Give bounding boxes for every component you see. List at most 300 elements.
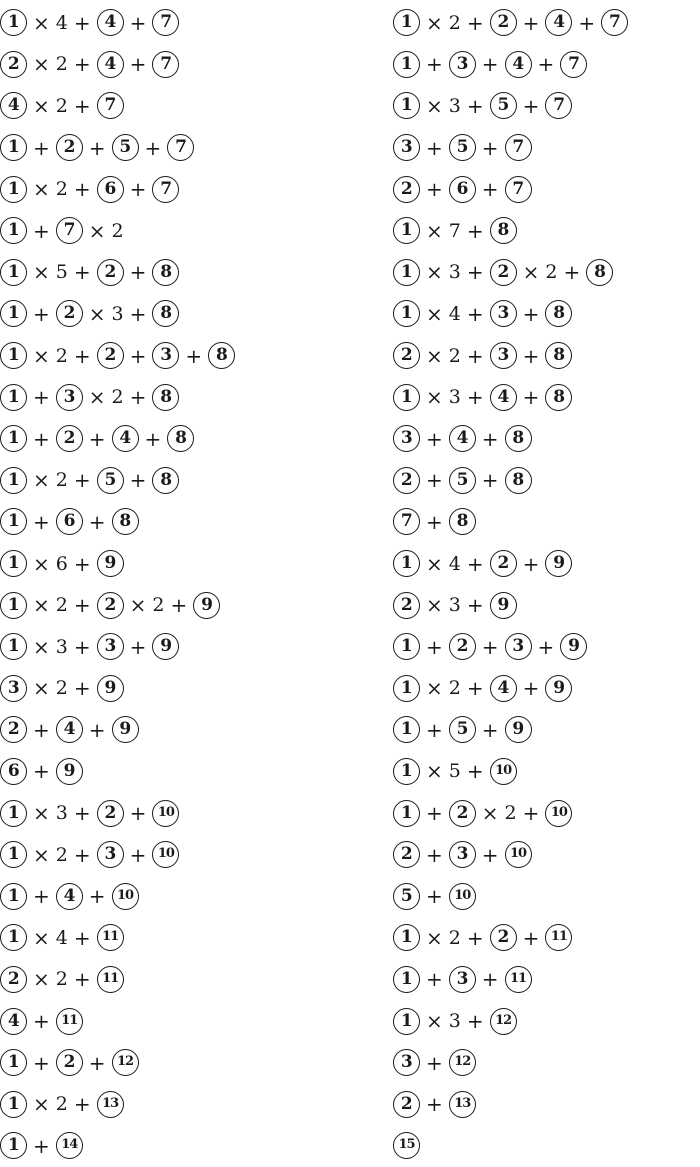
plus-sign: + <box>522 301 540 326</box>
plus-sign: + <box>426 135 443 160</box>
circled-number: 4 <box>505 51 532 78</box>
multiplier-digit: 3 <box>448 1010 461 1033</box>
circled-number: 1 <box>393 675 420 702</box>
formula-row <box>393 1000 628 1042</box>
plus-sign: + <box>88 426 106 451</box>
times-sign: × <box>426 343 443 368</box>
formula-row <box>393 127 628 169</box>
plus-sign: + <box>481 426 499 451</box>
circled-number: 3 <box>152 342 179 369</box>
circled-number: 9 <box>97 675 124 702</box>
formula-row <box>0 626 235 668</box>
multiplier-digit: 2 <box>55 344 68 367</box>
plus-sign: + <box>33 509 50 534</box>
circled-number: 7 <box>560 51 587 78</box>
right-formula-column <box>393 2 628 1167</box>
circled-number: 1 <box>393 259 420 286</box>
circled-number: 11 <box>56 1008 83 1035</box>
circled-number: 1 <box>393 384 420 411</box>
formula-row <box>0 127 235 169</box>
formula-row <box>0 460 235 502</box>
times-sign: × <box>426 301 443 326</box>
circled-number: 9 <box>560 633 587 660</box>
circled-number: 3 <box>449 51 476 78</box>
plus-sign: + <box>170 593 188 618</box>
multiplier-digit: 4 <box>448 552 461 575</box>
circled-number: 1 <box>0 841 27 868</box>
circled-number: 4 <box>545 9 572 36</box>
circled-number: 7 <box>167 134 194 161</box>
plus-sign: + <box>144 426 162 451</box>
circled-number: 1 <box>0 134 27 161</box>
circled-number: 8 <box>112 508 139 535</box>
circled-number: 5 <box>112 134 139 161</box>
circled-number: 1 <box>0 342 27 369</box>
multiplier-digit: 2 <box>55 469 68 492</box>
circled-number: 11 <box>97 966 124 993</box>
times-sign: × <box>33 801 50 826</box>
circled-number: 3 <box>97 633 124 660</box>
circled-number: 5 <box>449 716 476 743</box>
times-sign: × <box>33 10 50 35</box>
times-sign: × <box>33 468 50 493</box>
formula-row <box>0 85 235 127</box>
circled-number: 1 <box>393 800 420 827</box>
circled-number: 2 <box>0 966 27 993</box>
plus-sign: + <box>73 468 91 493</box>
circled-number: 3 <box>0 675 27 702</box>
circled-number: 2 <box>0 51 27 78</box>
formula-row <box>393 252 628 294</box>
plus-sign: + <box>426 634 443 659</box>
circled-number: 2 <box>56 300 83 327</box>
circled-number: 5 <box>449 134 476 161</box>
formula-row <box>0 2 235 44</box>
circled-number: 14 <box>56 1132 83 1159</box>
formula-row <box>0 376 235 418</box>
circled-number: 4 <box>97 9 124 36</box>
circled-number: 1 <box>0 550 27 577</box>
formula-row <box>0 210 235 252</box>
formula-row <box>0 834 235 876</box>
multiplier-digit: 2 <box>55 94 68 117</box>
times-sign: × <box>33 343 50 368</box>
times-sign: × <box>33 593 50 618</box>
circled-number: 7 <box>152 176 179 203</box>
plus-sign: + <box>73 676 91 701</box>
multiplier-digit: 2 <box>448 11 461 34</box>
circled-number: 1 <box>393 1008 420 1035</box>
plus-sign: + <box>426 967 443 992</box>
circled-number: 2 <box>97 259 124 286</box>
circled-number: 4 <box>490 384 517 411</box>
circled-number: 1 <box>0 924 27 951</box>
formula-row <box>0 792 235 834</box>
plus-sign: + <box>88 717 106 742</box>
circled-number: 2 <box>490 259 517 286</box>
circled-number: 2 <box>393 1091 420 1118</box>
circled-number: 8 <box>545 342 572 369</box>
plus-sign: + <box>33 135 50 160</box>
multiplier-digit: 5 <box>55 261 68 284</box>
plus-sign: + <box>33 1133 50 1158</box>
circled-number: 8 <box>152 467 179 494</box>
circled-number: 1 <box>0 176 27 203</box>
multiplier-digit: 3 <box>55 802 68 825</box>
circled-number: 7 <box>545 92 572 119</box>
circled-number: 6 <box>449 176 476 203</box>
circled-number: 7 <box>56 217 83 244</box>
multiplier-digit: 6 <box>55 552 68 575</box>
circled-number: 5 <box>97 467 124 494</box>
circled-number: 15 <box>393 1132 420 1159</box>
plus-sign: + <box>73 634 91 659</box>
circled-number: 1 <box>0 1091 27 1118</box>
times-sign: × <box>426 925 443 950</box>
formula-row <box>0 252 235 294</box>
plus-sign: + <box>73 925 91 950</box>
circled-number: 3 <box>490 342 517 369</box>
times-sign: × <box>33 676 50 701</box>
circled-number: 10 <box>505 841 532 868</box>
multiplier-digit: 4 <box>448 302 461 325</box>
times-sign: × <box>33 177 50 202</box>
times-sign: × <box>129 593 147 618</box>
circled-number: 3 <box>393 134 420 161</box>
plus-sign: + <box>426 177 443 202</box>
formula-row <box>0 44 235 86</box>
times-sign: × <box>88 301 106 326</box>
circled-number: 5 <box>449 467 476 494</box>
plus-sign: + <box>129 801 147 826</box>
plus-sign: + <box>481 52 499 77</box>
plus-sign: + <box>426 717 443 742</box>
plus-sign: + <box>33 301 50 326</box>
circled-number: 1 <box>0 425 27 452</box>
times-sign: × <box>426 93 443 118</box>
plus-sign: + <box>426 842 443 867</box>
formula-row <box>0 875 235 917</box>
plus-sign: + <box>466 1009 484 1034</box>
circled-number: 3 <box>393 425 420 452</box>
plus-sign: + <box>466 676 484 701</box>
plus-sign: + <box>522 343 540 368</box>
circled-number: 10 <box>490 758 517 785</box>
multiplier-digit: 2 <box>55 53 68 76</box>
plus-sign: + <box>129 468 147 493</box>
plus-sign: + <box>466 551 484 576</box>
multiplier-digit: 2 <box>111 386 124 409</box>
plus-sign: + <box>73 177 91 202</box>
formula-row <box>393 543 628 585</box>
formula-row <box>393 335 628 377</box>
plus-sign: + <box>33 385 50 410</box>
plus-sign: + <box>522 676 540 701</box>
formula-row <box>393 668 628 710</box>
times-sign: × <box>88 218 106 243</box>
circled-number: 3 <box>393 1049 420 1076</box>
circled-number: 11 <box>505 966 532 993</box>
circled-number: 7 <box>152 51 179 78</box>
times-sign: × <box>426 218 443 243</box>
plus-sign: + <box>426 426 443 451</box>
circled-number: 1 <box>393 633 420 660</box>
times-sign: × <box>33 967 50 992</box>
circled-number: 12 <box>112 1049 139 1076</box>
multiplier-digit: 2 <box>55 1093 68 1116</box>
plus-sign: + <box>129 634 147 659</box>
formula-row <box>0 335 235 377</box>
times-sign: × <box>33 52 50 77</box>
circled-number: 10 <box>152 841 179 868</box>
formula-row <box>393 501 628 543</box>
plus-sign: + <box>33 717 50 742</box>
circled-number: 1 <box>393 924 420 951</box>
circled-number: 8 <box>586 259 613 286</box>
circled-number: 10 <box>545 800 572 827</box>
plus-sign: + <box>522 385 540 410</box>
plus-sign: + <box>73 801 91 826</box>
circled-number: 4 <box>56 883 83 910</box>
plus-sign: + <box>522 801 540 826</box>
plus-sign: + <box>129 842 147 867</box>
plus-sign: + <box>466 343 484 368</box>
circled-number: 2 <box>490 9 517 36</box>
multiplier-digit: 2 <box>448 677 461 700</box>
formula-row <box>0 168 235 210</box>
times-sign: × <box>33 1092 50 1117</box>
plus-sign: + <box>537 52 555 77</box>
circled-number: 7 <box>152 9 179 36</box>
multiplier-digit: 2 <box>545 261 558 284</box>
circled-number: 9 <box>56 758 83 785</box>
plus-sign: + <box>73 593 91 618</box>
circled-number: 1 <box>0 300 27 327</box>
circled-number: 9 <box>152 633 179 660</box>
plus-sign: + <box>144 135 162 160</box>
multiplier-digit: 5 <box>448 760 461 783</box>
circled-number: 2 <box>490 550 517 577</box>
circled-number: 1 <box>393 966 420 993</box>
circled-number: 10 <box>112 883 139 910</box>
circled-number: 12 <box>449 1049 476 1076</box>
circled-number: 1 <box>393 51 420 78</box>
circled-number: 1 <box>0 883 27 910</box>
times-sign: × <box>33 634 50 659</box>
times-sign: × <box>426 10 443 35</box>
plus-sign: + <box>522 93 540 118</box>
plus-sign: + <box>185 343 203 368</box>
plus-sign: + <box>466 925 484 950</box>
formula-row <box>393 168 628 210</box>
multiplier-digit: 2 <box>152 594 165 617</box>
plus-sign: + <box>466 93 484 118</box>
circled-number: 4 <box>0 92 27 119</box>
circled-number: 2 <box>56 1049 83 1076</box>
circled-number: 2 <box>97 342 124 369</box>
circled-number: 4 <box>449 425 476 452</box>
circled-number: 8 <box>167 425 194 452</box>
plus-sign: + <box>522 10 540 35</box>
circled-number: 10 <box>152 800 179 827</box>
circled-number: 2 <box>97 800 124 827</box>
circled-number: 7 <box>505 176 532 203</box>
plus-sign: + <box>481 717 499 742</box>
circled-number: 9 <box>505 716 532 743</box>
times-sign: × <box>33 93 50 118</box>
formula-row <box>393 44 628 86</box>
plus-sign: + <box>466 593 484 618</box>
plus-sign: + <box>129 177 147 202</box>
circled-number: 2 <box>393 342 420 369</box>
circled-number: 1 <box>393 9 420 36</box>
multiplier-digit: 2 <box>55 968 68 991</box>
times-sign: × <box>426 260 443 285</box>
plus-sign: + <box>426 1092 443 1117</box>
circled-number: 3 <box>449 966 476 993</box>
circled-number: 2 <box>56 134 83 161</box>
circled-number: 4 <box>97 51 124 78</box>
plus-sign: + <box>129 385 147 410</box>
formula-row <box>393 792 628 834</box>
formula-row <box>393 1125 628 1167</box>
formula-row <box>393 709 628 751</box>
plus-sign: + <box>73 842 91 867</box>
circled-number: 8 <box>545 300 572 327</box>
circled-number: 7 <box>97 92 124 119</box>
plus-sign: + <box>73 52 91 77</box>
circled-number: 2 <box>0 716 27 743</box>
circled-number: 8 <box>449 508 476 535</box>
circled-number: 3 <box>56 384 83 411</box>
multiplier-digit: 2 <box>55 677 68 700</box>
plus-sign: + <box>426 884 443 909</box>
circled-number: 12 <box>490 1008 517 1035</box>
formula-row <box>393 293 628 335</box>
circled-number: 6 <box>97 176 124 203</box>
formula-row <box>0 584 235 626</box>
circled-number: 8 <box>152 259 179 286</box>
formula-row <box>0 668 235 710</box>
left-formula-column <box>0 2 235 1167</box>
circled-number: 9 <box>97 550 124 577</box>
circled-number: 10 <box>449 883 476 910</box>
formula-row <box>0 501 235 543</box>
plus-sign: + <box>33 884 50 909</box>
formula-row <box>393 917 628 959</box>
formula-row <box>0 1000 235 1042</box>
circled-number: 9 <box>545 675 572 702</box>
circled-number: 1 <box>0 384 27 411</box>
formula-row <box>0 1042 235 1084</box>
multiplier-digit: 2 <box>448 926 461 949</box>
circled-number: 1 <box>0 633 27 660</box>
circled-number: 1 <box>0 9 27 36</box>
formula-row <box>393 751 628 793</box>
plus-sign: + <box>33 1009 50 1034</box>
multiplier-digit: 3 <box>448 386 461 409</box>
formula-row <box>0 709 235 751</box>
plus-sign: + <box>88 135 106 160</box>
circled-number: 1 <box>0 467 27 494</box>
multiplier-digit: 3 <box>55 635 68 658</box>
multiplier-digit: 2 <box>111 219 124 242</box>
plus-sign: + <box>426 509 443 534</box>
circled-number: 2 <box>393 467 420 494</box>
circled-number: 2 <box>449 800 476 827</box>
multiplier-digit: 3 <box>448 594 461 617</box>
plus-sign: + <box>563 260 581 285</box>
multiplier-digit: 4 <box>55 926 68 949</box>
multiplier-digit: 4 <box>55 11 68 34</box>
circled-number: 8 <box>490 217 517 244</box>
times-sign: × <box>522 260 540 285</box>
plus-sign: + <box>537 634 555 659</box>
multiplier-digit: 2 <box>448 344 461 367</box>
times-sign: × <box>426 676 443 701</box>
formula-row <box>393 1083 628 1125</box>
circled-number: 11 <box>545 924 572 951</box>
plus-sign: + <box>73 343 91 368</box>
times-sign: × <box>426 551 443 576</box>
circled-number: 1 <box>393 92 420 119</box>
circled-number: 3 <box>449 841 476 868</box>
formula-row <box>0 917 235 959</box>
multiplier-digit: 3 <box>448 261 461 284</box>
circled-number: 7 <box>505 134 532 161</box>
circled-number: 2 <box>97 592 124 619</box>
plus-sign: + <box>73 10 91 35</box>
circled-number: 4 <box>56 716 83 743</box>
circled-number: 8 <box>505 467 532 494</box>
formula-row <box>0 543 235 585</box>
circled-number: 1 <box>0 259 27 286</box>
times-sign: × <box>33 551 50 576</box>
formula-row <box>393 418 628 460</box>
multiplier-digit: 2 <box>55 594 68 617</box>
multiplier-digit: 2 <box>55 178 68 201</box>
circled-number: 9 <box>545 550 572 577</box>
circled-number: 6 <box>56 508 83 535</box>
circled-number: 5 <box>393 883 420 910</box>
circled-number: 3 <box>97 841 124 868</box>
plus-sign: + <box>129 343 147 368</box>
circled-number: 1 <box>0 1049 27 1076</box>
plus-sign: + <box>426 52 443 77</box>
plus-sign: + <box>466 218 484 243</box>
plus-sign: + <box>466 301 484 326</box>
plus-sign: + <box>426 468 443 493</box>
circled-number: 8 <box>152 300 179 327</box>
multiplier-digit: 3 <box>448 94 461 117</box>
formula-row <box>0 959 235 1001</box>
plus-sign: + <box>481 468 499 493</box>
times-sign: × <box>88 385 106 410</box>
plus-sign: + <box>33 218 50 243</box>
multiplier-digit: 2 <box>504 802 517 825</box>
times-sign: × <box>481 801 499 826</box>
formula-row <box>393 959 628 1001</box>
times-sign: × <box>33 842 50 867</box>
plus-sign: + <box>129 260 147 285</box>
circled-number: 1 <box>393 550 420 577</box>
circled-number: 5 <box>490 92 517 119</box>
plus-sign: + <box>481 177 499 202</box>
circled-number: 1 <box>0 592 27 619</box>
plus-sign: + <box>466 385 484 410</box>
plus-sign: + <box>88 509 106 534</box>
circled-number: 7 <box>393 508 420 535</box>
